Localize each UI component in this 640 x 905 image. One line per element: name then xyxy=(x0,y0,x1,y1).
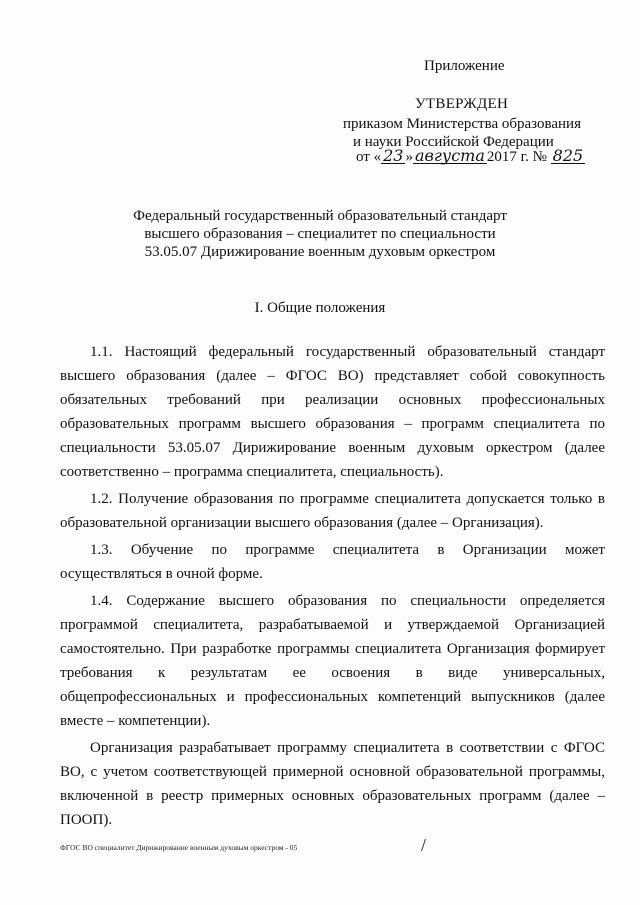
title-line-1: Федеральный государственный образовательный стандарт xyxy=(133,208,507,224)
order-month: августа xyxy=(414,146,485,165)
document-body xyxy=(60,340,605,835)
order-mid: » xyxy=(405,149,413,165)
paragraph-1-2: 1.2. Получение образования по программе специалитета допускается только в образовательной организации высшего образования (далее – Организация). xyxy=(60,491,605,531)
order-line-2: и науки Российской Федерации xyxy=(353,134,554,150)
paragraph-1-4: 1.4. Содержание высшего образования по специальности определяется программой специалитета, разрабатываемой и утверждаемой Организацией самостоятельно. При разработке программы специалитета Организация формирует требования к результатам ее освоения в виде универсальных, общепрофессиональных и профессиональных компетенций выпускников (далее вместе – компетенции). xyxy=(60,593,605,729)
order-prefix: от « xyxy=(356,149,382,165)
appendix-label: Приложение xyxy=(424,58,505,74)
order-date-line xyxy=(356,146,585,166)
paragraph-1-3: 1.3. Обучение по программе специалитета в Организации может осуществляться в очной форме. xyxy=(60,542,605,582)
document-title xyxy=(60,207,580,261)
paragraph-1-1: 1.1. Настоящий федеральный государственный образовательный стандарт высшего образования (далее – ФГОС ВО) представляет собой совокупность обязательных требований при реализации основных профессиональных образовательных программ высшего образования – программ специалитета по специальности 53.05.07 Дирижирование военным духовым оркестром (далее соответственно – программа специалитета, специальность). xyxy=(60,344,605,480)
approved-label: УТВЕРЖДЕН xyxy=(415,96,509,112)
page-footer: ФГОС ВО специалитет Дирижирование военным духовым оркестром - 05 xyxy=(60,843,298,852)
order-line-1: приказом Министерства образования xyxy=(343,116,581,132)
title-line-2: высшего образования – специалитет по специальности xyxy=(144,226,496,242)
pen-mark xyxy=(421,839,432,851)
order-number: 825 xyxy=(552,146,584,165)
title-line-3: 53.05.07 Дирижирование военным духовым оркестром xyxy=(144,244,496,260)
order-day: 23 xyxy=(383,146,404,165)
paragraph-organization: Организация разрабатывает программу специалитета в соответствии с ФГОС ВО, с учетом соответствующей примерной основной образовательной программы, включенной в реестр примерных основных образовательных программ (далее – ПООП). xyxy=(60,740,605,828)
order-year: 2017 г. № xyxy=(486,149,547,165)
section-heading: I. Общие положения xyxy=(254,300,386,316)
